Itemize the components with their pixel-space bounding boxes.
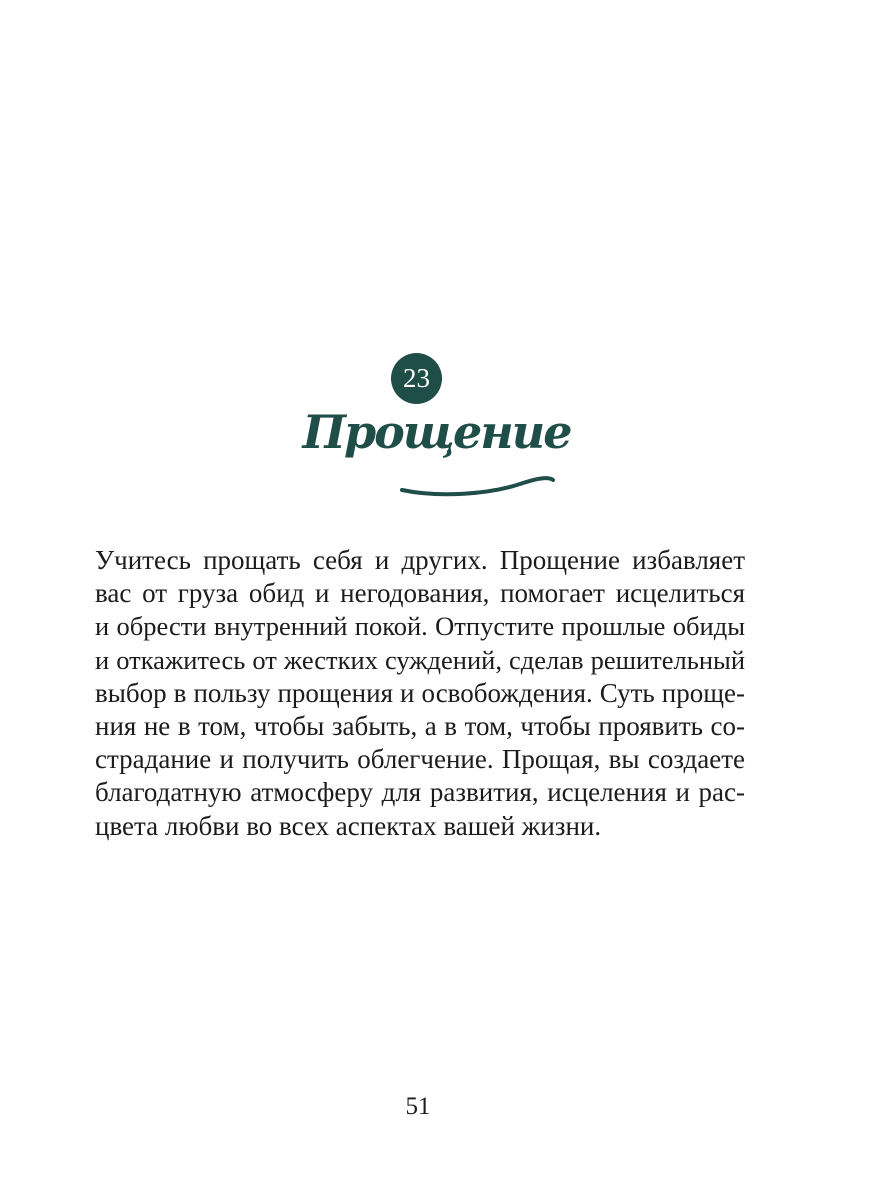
body-line: Учитесь прощать себя и других. Прощение избавляет — [95, 545, 745, 575]
body-line: ния не в том, чтобы забыть, а в том, чтобы проявить со- — [95, 711, 745, 742]
title-swash-decoration — [400, 458, 555, 498]
body-line: благодатную атмосферу для развития, исцеления и рас- — [95, 777, 745, 808]
body-paragraph — [95, 544, 745, 843]
body-line: и откажитесь от жестких суждений, сделав решительный — [95, 644, 745, 675]
body-line: и обрести внутренний покой. Отпустите прошлые обиды — [95, 611, 745, 642]
body-line: страдание и получить облегчение. Прощая, вы создаете — [95, 744, 745, 775]
chapter-title: Прощение — [302, 405, 571, 459]
body-line: цвета любви во всех аспектах вашей жизни. — [95, 810, 602, 841]
body-line: выбор в пользу прощения и освобождения. Суть проще- — [95, 677, 745, 708]
page-number: 51 — [405, 1093, 431, 1120]
body-line: вас от груза обид и негодования, помогает исцелиться — [95, 578, 745, 609]
chapter-number-badge — [391, 353, 442, 404]
chapter-number: 23 — [403, 363, 430, 393]
